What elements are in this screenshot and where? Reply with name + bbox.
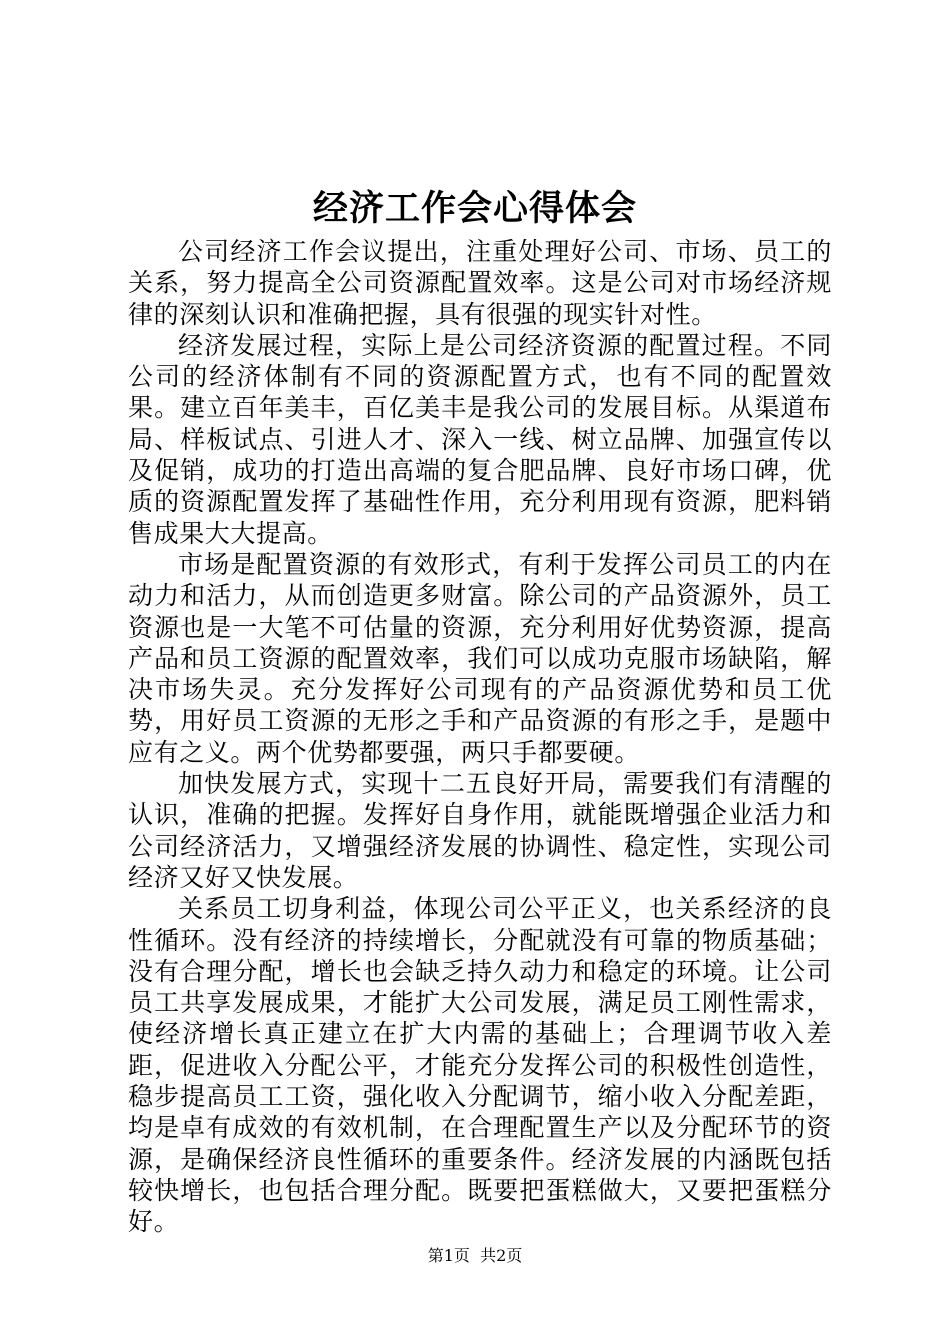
document-title: 经济工作会心得体会	[312, 188, 637, 229]
document-body	[128, 236, 832, 1238]
paragraph-4: 加快发展方式，实现十二五良好开局，需要我们有清醒的认识，准确的把握。发挥好自身作用，就能既增强企业活力和公司经济活力，又增强经济发展的协调性、稳定性，实现公司经济又好又快发展。	[128, 769, 832, 892]
paragraph-2: 经济发展过程，实际上是公司经济资源的配置过程。不同公司的经济体制有不同的资源配置方式，也有不同的配置效果。建立百年美丰，百亿美丰是我公司的发展目标。从渠道布局、样板试点、引进人才、深入一线、树立品牌、加强宣传以及促销，成功的打造出高端的复合肥品牌、良好市场口碑，优质的资源配置发挥了基础性作用，充分利用现有资源，肥料销售成果大大提高。	[128, 330, 832, 548]
paragraph-5: 关系员工切身利益，体现公司公平正义，也关系经济的良性循环。没有经济的持续增长，分配就没有可靠的物质基础；没有合理分配，增长也会缺乏持久动力和稳定的环境。让公司员工共享发展成果，才能扩大公司发展，满足员工刚性需求，使经济增长真正建立在扩大内需的基础上；合理调节收入差距，促进收入分配公平，才能充分发挥公司的积极性创造性，稳步提高员工工资，强化收入分配调节，缩小收入分配差距，均是卓有成效的有效机制，在合理配置生产以及分配环节的资源，是确保经济良性循环的重要条件。经济发展的内涵既包括较快增长，也包括合理分配。既要把蛋糕做大，又要把蛋糕分好。	[128, 894, 832, 1237]
footer-spacer	[470, 1246, 480, 1265]
paragraph-3: 市场是配置资源的有效形式，有利于发挥公司员工的内在动力和活力，从而创造更多财富。除公司的产品资源外，员工资源也是一大笔不可估量的资源，充分利用好优势资源，提高产品和员工资源的配置效率，我们可以成功克服市场缺陷，解决市场失灵。充分发挥好公司现有的产品资源优势和员工优势，用好员工资源的无形之手和产品资源的有形之手，是题中应有之义。两个优势都要强，两只手都要硬。	[128, 549, 832, 767]
paragraph-1: 公司经济工作会议提出，注重处理好公司、市场、员工的关系，努力提高全公司资源配置效率。这是公司对市场经济规律的深刻认识和准确把握，具有很强的现实针对性。	[128, 237, 832, 329]
page-footer	[0, 1246, 950, 1266]
page-total: 共2页	[480, 1246, 523, 1265]
page-number: 第1页	[427, 1246, 470, 1265]
